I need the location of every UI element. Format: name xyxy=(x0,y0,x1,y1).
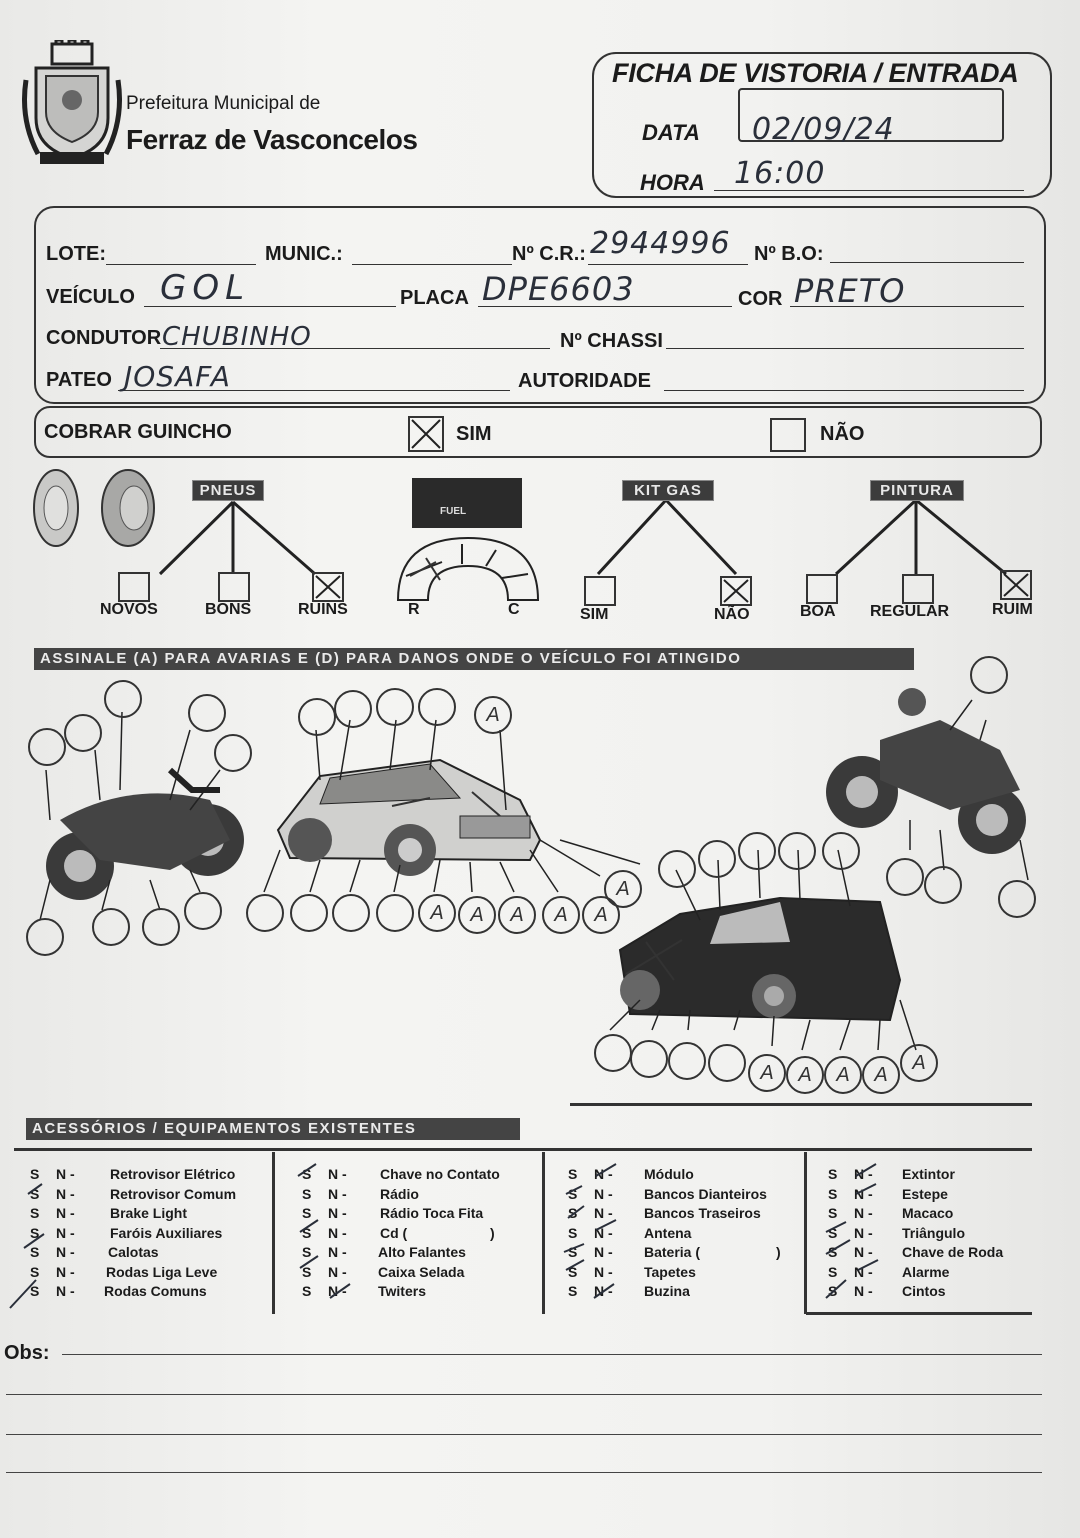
coat-of-arms-emblem xyxy=(22,40,122,170)
motorcycle-left-drawing xyxy=(46,770,244,900)
data-value[interactable]: 02/09/24 xyxy=(752,112,895,147)
acc-item-farois-auxiliares[interactable]: S N - Faróis Auxiliares xyxy=(30,1224,223,1241)
acc-item-extintor[interactable]: S N - Extintor xyxy=(828,1166,955,1182)
pneus-novos-label: NOVOS xyxy=(100,601,158,618)
condutor-label: CONDUTOR xyxy=(46,327,162,349)
acc-item-calotas[interactable]: S N - Calotas xyxy=(30,1244,159,1260)
acc-item-macaco[interactable]: S N - Macaco xyxy=(828,1205,954,1221)
damage-circle-marked[interactable]: A xyxy=(582,896,620,934)
acc-item-cintos[interactable]: S N - Cintos xyxy=(828,1283,946,1299)
damage-circle[interactable] xyxy=(214,734,252,772)
munic-label: MUNIC.: xyxy=(265,243,343,265)
cr-line xyxy=(588,264,748,265)
obs-line[interactable] xyxy=(6,1472,1042,1473)
acc-item-radio[interactable]: S N - Rádio xyxy=(302,1185,419,1202)
damage-circle[interactable] xyxy=(668,1042,706,1080)
condutor-value[interactable]: CHUBINHO xyxy=(162,322,312,352)
acc-item-bateria[interactable]: S N - Bateria ( ) xyxy=(568,1244,781,1260)
avarias-instruction-band: ASSINALE (A) PARA AVARIAS E (D) PARA DANOS ONDE O VEÍCULO FOI ATINGIDO xyxy=(34,648,914,670)
kit-sim-checkbox[interactable] xyxy=(584,576,616,606)
damage-circle[interactable] xyxy=(970,656,1008,694)
damage-circle-marked[interactable]: A xyxy=(458,896,496,934)
damage-circle[interactable] xyxy=(630,1040,668,1078)
check-x-icon xyxy=(314,574,342,600)
pateo-label: PATEO xyxy=(46,369,112,391)
acessorios-top-rule xyxy=(14,1148,1032,1151)
damage-circle[interactable] xyxy=(738,832,776,870)
damage-circle-marked[interactable]: A xyxy=(604,870,642,908)
veiculo-value[interactable]: GOL xyxy=(160,268,251,308)
damage-circle[interactable] xyxy=(376,894,414,932)
car-front-drawing xyxy=(278,760,540,876)
damage-circle[interactable] xyxy=(188,694,226,732)
obs-line[interactable] xyxy=(6,1434,1042,1435)
damage-circle[interactable] xyxy=(332,894,370,932)
pintura-boa-checkbox[interactable] xyxy=(806,574,838,604)
pneus-ruins-label: RUINS xyxy=(298,601,348,618)
acc-item-brake-light[interactable]: S N - Brake Light xyxy=(30,1205,188,1221)
kit-sim-label: SIM xyxy=(580,606,609,623)
acc-item-rodas-liga-leve[interactable]: S N - Rodas Liga Leve xyxy=(30,1263,218,1280)
damage-circle[interactable] xyxy=(658,850,696,888)
guincho-sim-checkbox[interactable] xyxy=(408,416,444,452)
acessorios-bottom-rule xyxy=(806,1312,1032,1315)
pneus-bons-label: BONS xyxy=(205,601,252,618)
acc-item-estepe[interactable]: S N - Estepe xyxy=(828,1185,948,1202)
damage-circle[interactable] xyxy=(28,728,66,766)
munic-line[interactable] xyxy=(352,264,512,265)
car-rear-drawing xyxy=(620,898,900,1020)
pateo-value[interactable]: JOSAFA xyxy=(124,360,231,393)
acc-item-retrovisor-comum[interactable]: S N - Retrovisor Comum xyxy=(30,1185,237,1202)
damage-circle-marked[interactable]: A xyxy=(748,1054,786,1092)
lote-label: LOTE: xyxy=(46,243,106,265)
damage-circle[interactable] xyxy=(924,866,962,904)
placa-label: PLACA xyxy=(400,287,469,309)
placa-value[interactable]: DPE6603 xyxy=(482,270,635,308)
acc-item-chave-no-contato[interactable]: S N - Chave no Contato xyxy=(302,1166,500,1182)
acc-item-antena[interactable]: S N - Antena xyxy=(568,1224,692,1241)
acc-item-modulo[interactable]: S N - Módulo xyxy=(568,1166,694,1182)
guincho-label: COBRAR GUINCHO xyxy=(44,421,232,443)
pneus-ruins-checkbox[interactable] xyxy=(312,572,344,602)
damage-circle[interactable] xyxy=(778,832,816,870)
acc-item-radio-toca-fita[interactable]: S N - Rádio Toca Fita xyxy=(302,1205,484,1221)
acc-item-bancos-dianteiros[interactable]: S N - Bancos Dianteiros xyxy=(568,1185,767,1202)
municipality-subtitle: Prefeitura Municipal de xyxy=(126,93,321,114)
check-x-icon xyxy=(410,418,442,450)
pintura-boa-label: BOA xyxy=(800,603,836,620)
fuel-c-label: C xyxy=(508,601,520,618)
damage-circle[interactable] xyxy=(418,688,456,726)
pintura-ruim-checkbox[interactable] xyxy=(1000,570,1032,600)
bo-label: Nº B.O: xyxy=(754,243,824,265)
data-label: DATA xyxy=(642,120,700,145)
kit-nao-checkbox[interactable] xyxy=(720,576,752,606)
damage-circle[interactable] xyxy=(376,688,414,726)
pintura-ruim-label: RUIM xyxy=(992,601,1033,618)
lote-line[interactable] xyxy=(106,264,256,265)
check-x-icon xyxy=(722,578,750,604)
fuel-r-label: R xyxy=(408,601,420,618)
damage-circle[interactable] xyxy=(822,832,860,870)
damage-circle[interactable] xyxy=(246,894,284,932)
cor-label: COR xyxy=(738,288,783,310)
damage-circle[interactable] xyxy=(104,680,142,718)
municipality-name: Ferraz de Vasconcelos xyxy=(126,124,418,155)
hora-label: HORA xyxy=(640,170,705,195)
guincho-sim-label: SIM xyxy=(456,423,492,445)
cr-label: Nº C.R.: xyxy=(512,243,586,265)
autoridade-line[interactable] xyxy=(664,390,1024,391)
bo-line[interactable] xyxy=(830,262,1024,263)
fuel-label: FUEL xyxy=(440,506,467,517)
damage-circle[interactable] xyxy=(142,908,180,946)
ficha-title: FICHA DE VISTORIA / ENTRADA xyxy=(612,58,1019,88)
damage-circle-marked[interactable]: A xyxy=(542,896,580,934)
damage-circle[interactable] xyxy=(92,908,130,946)
damage-circle[interactable] xyxy=(698,840,736,878)
acc-item-cd[interactable]: S N - Cd ( ) xyxy=(302,1224,495,1241)
autoridade-label: AUTORIDADE xyxy=(518,370,651,392)
section-divider xyxy=(570,1103,1032,1106)
damage-circle-marked[interactable]: A xyxy=(900,1044,938,1082)
acc-item-bancos-traseiros[interactable]: S N - Bancos Traseiros xyxy=(568,1205,761,1221)
acc-item-tapetes[interactable]: S N - Tapetes xyxy=(568,1263,696,1280)
damage-circle[interactable] xyxy=(26,918,64,956)
pintura-regular-label: REGULAR xyxy=(870,603,950,620)
kit-gas-tag: KIT GAS xyxy=(622,480,714,501)
acessorios-band: ACESSÓRIOS / EQUIPAMENTOS EXISTENTES xyxy=(26,1118,520,1140)
kit-nao-label: NÃO xyxy=(714,606,750,623)
selection-marks xyxy=(0,1160,1080,1310)
acc-item-caixa-selada[interactable]: S N - Caixa Selada xyxy=(302,1263,465,1280)
guincho-nao-checkbox[interactable] xyxy=(770,418,806,452)
damage-circle[interactable] xyxy=(886,858,924,896)
damage-circle[interactable] xyxy=(298,698,336,736)
cr-value[interactable]: 2944996 xyxy=(590,226,731,261)
damage-circle[interactable] xyxy=(184,892,222,930)
acc-item-twiters[interactable]: S N - Twiters xyxy=(302,1283,426,1299)
damage-circle[interactable] xyxy=(998,880,1036,918)
acc-item-buzina[interactable]: S N - Buzina xyxy=(568,1283,690,1299)
motorcycle-right-drawing xyxy=(826,688,1026,854)
damage-circle-marked[interactable]: A xyxy=(862,1056,900,1094)
pneus-tag: PNEUS xyxy=(192,480,264,501)
obs-line[interactable] xyxy=(62,1354,1042,1355)
damage-circle-marked[interactable]: A xyxy=(786,1056,824,1094)
pintura-tag: PINTURA xyxy=(870,480,964,501)
acc-item-chave-de-roda[interactable]: S N - Chave de Roda xyxy=(828,1244,1004,1260)
pneus-novos-checkbox[interactable] xyxy=(118,572,150,602)
damage-circle-marked[interactable]: A xyxy=(498,896,536,934)
damage-circle[interactable] xyxy=(708,1044,746,1082)
pneus-bons-checkbox[interactable] xyxy=(218,572,250,602)
chassi-label: Nº CHASSI xyxy=(560,330,663,352)
chassi-line[interactable] xyxy=(666,348,1024,349)
check-x-icon xyxy=(1002,572,1030,598)
damage-circle[interactable] xyxy=(290,894,328,932)
acc-item-alto-falantes[interactable]: S N - Alto Falantes xyxy=(302,1244,466,1260)
acc-item-retrovisor-eletrico[interactable]: S N - Retrovisor Elétrico xyxy=(30,1166,236,1182)
hora-value[interactable]: 16:00 xyxy=(734,156,826,191)
damage-circle[interactable] xyxy=(64,714,102,752)
acc-item-rodas-comuns[interactable]: S N - Rodas Comuns xyxy=(30,1283,207,1299)
obs-line[interactable] xyxy=(6,1394,1042,1395)
damage-circle[interactable] xyxy=(334,690,372,728)
cor-value[interactable]: PRETO xyxy=(794,272,906,310)
damage-circle-marked[interactable]: A xyxy=(824,1056,862,1094)
veiculo-label: VEÍCULO xyxy=(46,286,135,308)
guincho-nao-label: NÃO xyxy=(820,423,865,445)
damage-circle-marked[interactable]: A xyxy=(418,894,456,932)
pintura-regular-checkbox[interactable] xyxy=(902,574,934,604)
acc-item-triangulo[interactable]: S N - Triângulo xyxy=(828,1224,965,1241)
damage-circle[interactable] xyxy=(594,1034,632,1072)
acc-item-alarme[interactable]: S N - Alarme xyxy=(828,1263,950,1280)
obs-label: Obs: xyxy=(4,1342,50,1364)
damage-circle-marked[interactable]: A xyxy=(474,696,512,734)
